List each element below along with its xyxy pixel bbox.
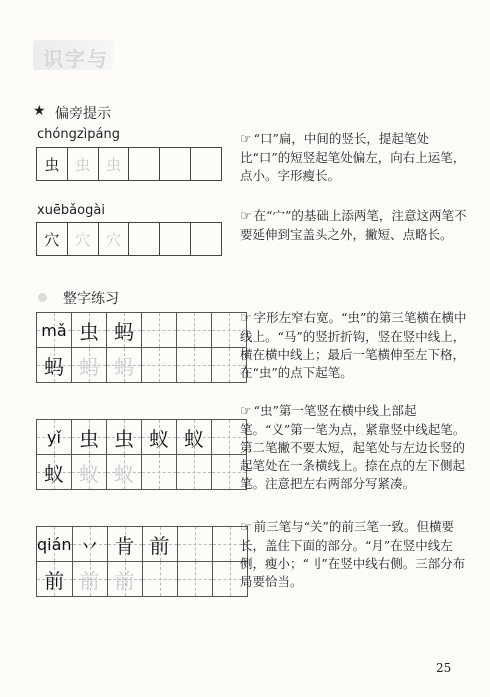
- word-blank-cell[interactable]: [177, 313, 212, 348]
- radical-blank-cell[interactable]: [129, 223, 160, 256]
- word-stroke-cell: 肯: [107, 527, 142, 562]
- pointing-hand-icon: ☞: [240, 209, 252, 224]
- word-blank-cell[interactable]: [177, 527, 212, 562]
- pointing-hand-icon: ☞: [240, 132, 252, 147]
- word-note: [240, 309, 468, 382]
- word-trace-cell: 蚁: [72, 455, 107, 490]
- word-stroke-cell: 前: [142, 527, 177, 562]
- word-note-text: 前三笔与“关”的前三笔一致。但横要长，盖住下面的部分。“月”在竖中线左侧，瘦小；“刂”在竖中线右侧。三部分布局要恰当。: [240, 519, 466, 589]
- radical-grid: [36, 222, 222, 256]
- radical-note-text: “口”扁，中间的竖长，提起笔处比“口”的短竖起笔处偏左，向右上运笔，点小。字形瘦长。: [240, 131, 466, 183]
- word-grid: [36, 526, 248, 597]
- radical-cell: 穴: [37, 223, 68, 256]
- page-number: 25: [436, 661, 452, 675]
- radical-grid: [36, 147, 222, 181]
- word-trace-cell: 蚁: [107, 455, 142, 490]
- word-grid: [36, 419, 247, 490]
- radical-trace-cell: 虫: [98, 148, 129, 181]
- pointing-hand-icon: ☞: [240, 311, 252, 326]
- star-icon: ★: [33, 103, 46, 119]
- bullet-circle-icon: [38, 293, 47, 302]
- word-blank-cell[interactable]: [142, 313, 177, 348]
- word-grid: [36, 312, 247, 383]
- word-note-text: 字形左窄右宽。“虫”的第三笔横在横中线上。“马”的竖折折钩，竖在竖中线上，横在横中线上；最后一笔横伸至左下格，在“虫”的点下起笔。: [240, 310, 467, 380]
- radical-blank-cell[interactable]: [191, 148, 222, 181]
- word-stroke-cell: 虫: [72, 313, 107, 348]
- word-blank-cell[interactable]: [177, 348, 212, 383]
- radical-trace-cell: 虫: [67, 148, 98, 181]
- word-note: [240, 402, 468, 493]
- radical-blank-cell[interactable]: [160, 223, 191, 256]
- radical-note: [240, 207, 468, 244]
- word-stroke-cell: 蚂: [107, 313, 142, 348]
- word-stroke-cell: 丷: [72, 527, 107, 562]
- word-blank-cell[interactable]: [142, 562, 177, 597]
- word-stroke-cell: 蚁: [142, 420, 177, 455]
- radical-blank-cell[interactable]: [191, 223, 222, 256]
- radical-note-text: 在“宀”的基础上添两笔，注意这两笔不要延伸到宝盖头之外，撇短、点略长。: [240, 208, 467, 242]
- radical-trace-cell: 穴: [98, 223, 129, 256]
- word-trace-cell: 蚂: [72, 348, 107, 383]
- radical-note: [240, 130, 468, 185]
- word-model-cell: 蚁: [37, 455, 72, 490]
- page-title: [33, 40, 113, 70]
- radical-pinyin: xuēbǎogài: [37, 203, 105, 218]
- radical-trace-cell: 穴: [67, 223, 98, 256]
- word-note: [240, 518, 468, 591]
- radical-cell: 虫: [37, 148, 68, 181]
- word-stroke-cell: 虫: [72, 420, 107, 455]
- word-blank-cell[interactable]: [177, 455, 212, 490]
- word-trace-cell: 蚂: [107, 348, 142, 383]
- word-stroke-cell: 蚁: [177, 420, 212, 455]
- pointing-hand-icon: ☞: [240, 404, 252, 419]
- word-model-cell: 蚂: [37, 348, 72, 383]
- word-blank-cell[interactable]: [177, 562, 212, 597]
- radical-blank-cell[interactable]: [160, 148, 191, 181]
- section-heading-practice: 整字练习: [63, 291, 119, 307]
- word-blank-cell[interactable]: [142, 348, 177, 383]
- word-pinyin-cell: qián: [37, 527, 73, 562]
- word-pinyin-cell: mǎ: [37, 313, 72, 348]
- word-trace-cell: 前: [72, 562, 107, 597]
- page-title-text: 识字与: [43, 47, 109, 71]
- radical-pinyin: chóngzìpáng: [37, 127, 120, 142]
- word-note-text: “虫”第一笔竖在横中线上部起笔。“义”第一笔为点，紧靠竖中线起笔。第二笔撇不要太短，起笔处与左边长竖的起笔处在一条横线上。捺在点的左下侧起笔。注意把左右两部分写紧凑。: [240, 403, 466, 491]
- word-model-cell: 前: [37, 562, 73, 597]
- word-stroke-cell: 虫: [107, 420, 142, 455]
- section-heading-hint: 偏旁提示: [55, 106, 111, 122]
- word-trace-cell: 前: [107, 562, 142, 597]
- word-blank-cell[interactable]: [142, 455, 177, 490]
- radical-blank-cell[interactable]: [129, 148, 160, 181]
- pointing-hand-icon: ☞: [240, 520, 252, 535]
- word-pinyin-cell: yǐ: [37, 420, 72, 455]
